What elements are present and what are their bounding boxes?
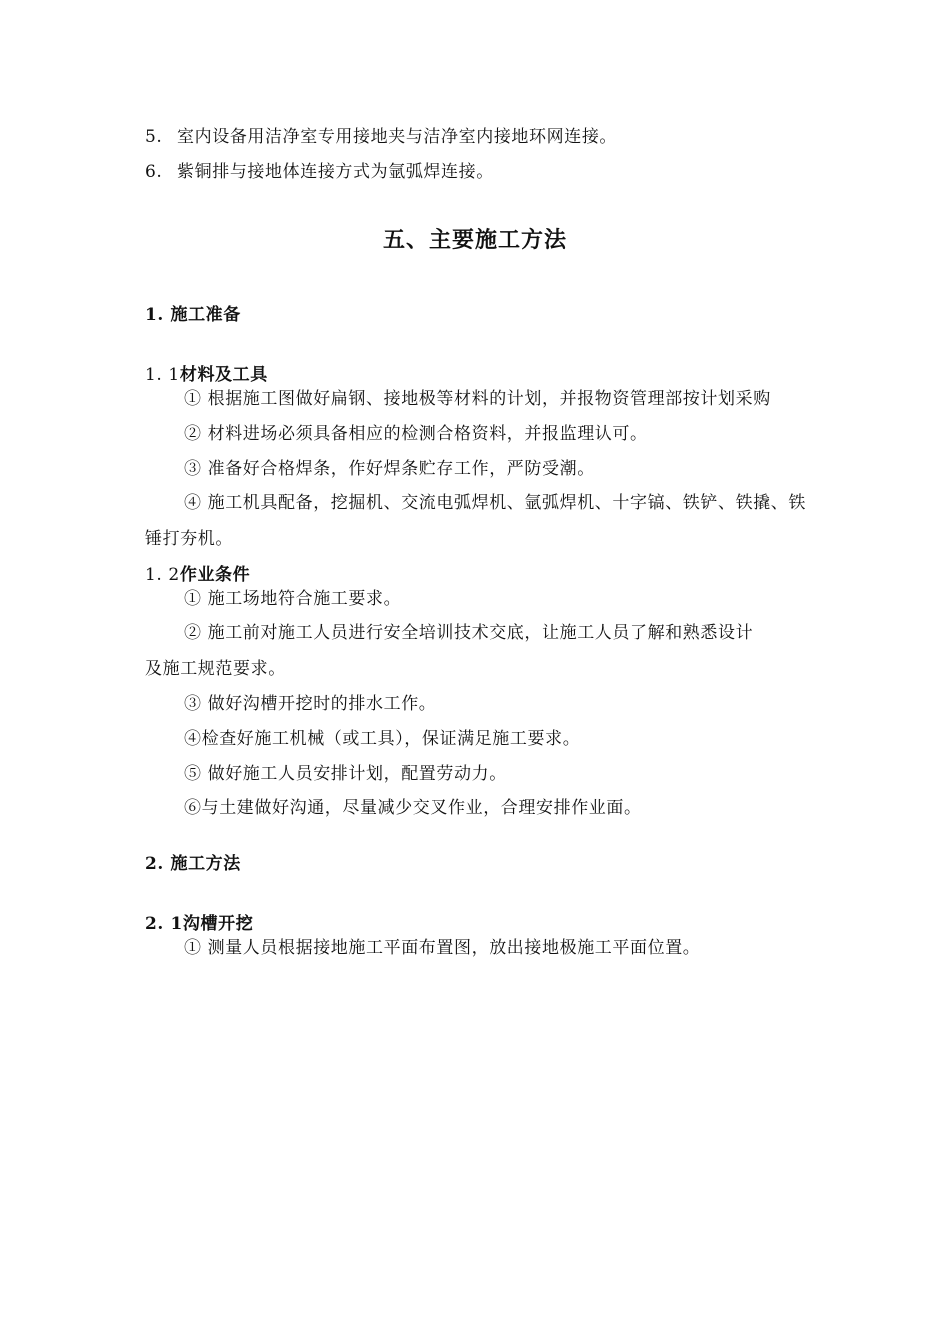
paragraph-wrap: 锤打夯机。 (145, 529, 233, 549)
subsection-number: 1. 2 (145, 565, 180, 585)
list-text: 紫铜排与接地体连接方式为氩弧焊连接。 (177, 162, 494, 182)
list-text: 室内设备用洁净室专用接地夹与洁净室内接地环网连接。 (177, 127, 618, 147)
paragraph-item: ⑥与土建做好沟通，尽量减少交叉作业，合理安排作业面。 (184, 798, 642, 818)
subsection-number: 1. 1 (145, 365, 180, 385)
paragraph-item: ② 材料进场必须具备相应的检测合格资料，并报监理认可。 (184, 424, 648, 444)
paragraph-item: ① 测量人员根据接地施工平面布置图，放出接地极施工平面位置。 (184, 938, 701, 958)
paragraph-item: ① 根据施工图做好扁钢、接地极等材料的计划，并报物资管理部按计划采购 (184, 389, 771, 409)
list-item-5 (145, 126, 617, 148)
paragraph-item: ④检查好施工机械（或工具），保证满足施工要求。 (184, 729, 581, 749)
subsection-title-conditions (145, 564, 250, 586)
paragraph-item: ② 施工前对施工人员进行安全培训技术交底，让施工人员了解和熟悉设计 (184, 623, 754, 643)
subsection-label: 作业条件 (179, 565, 251, 585)
chapter-title: 五、主要施工方法 (382, 227, 567, 253)
section-title-methods: 2. 施工方法 (145, 854, 241, 874)
paragraph-wrap: 及施工规范要求。 (145, 659, 286, 679)
subsection-title-materials (145, 364, 268, 386)
list-item-6 (145, 161, 494, 183)
subsection-label: 沟槽开挖 (182, 914, 254, 934)
subsection-number: 2. 1 (145, 914, 183, 934)
list-number: 6. (145, 162, 163, 182)
paragraph-item: ③ 准备好合格焊条，作好焊条贮存工作，严防受潮。 (184, 459, 595, 479)
paragraph-item: ⑤ 做好施工人员安排计划，配置劳动力。 (184, 764, 507, 784)
paragraph-item: ④ 施工机具配备，挖掘机、交流电弧焊机、氩弧焊机、十字镐、铁铲、铁撬、铁 (184, 493, 807, 513)
subsection-title-trench (145, 913, 253, 935)
paragraph-item: ③ 做好沟槽开挖时的排水工作。 (184, 694, 437, 714)
paragraph-item: ① 施工场地符合施工要求。 (184, 589, 402, 609)
section-title-preparation: 1. 施工准备 (145, 305, 241, 325)
list-number: 5. (145, 127, 163, 147)
subsection-label: 材料及工具 (179, 365, 268, 385)
